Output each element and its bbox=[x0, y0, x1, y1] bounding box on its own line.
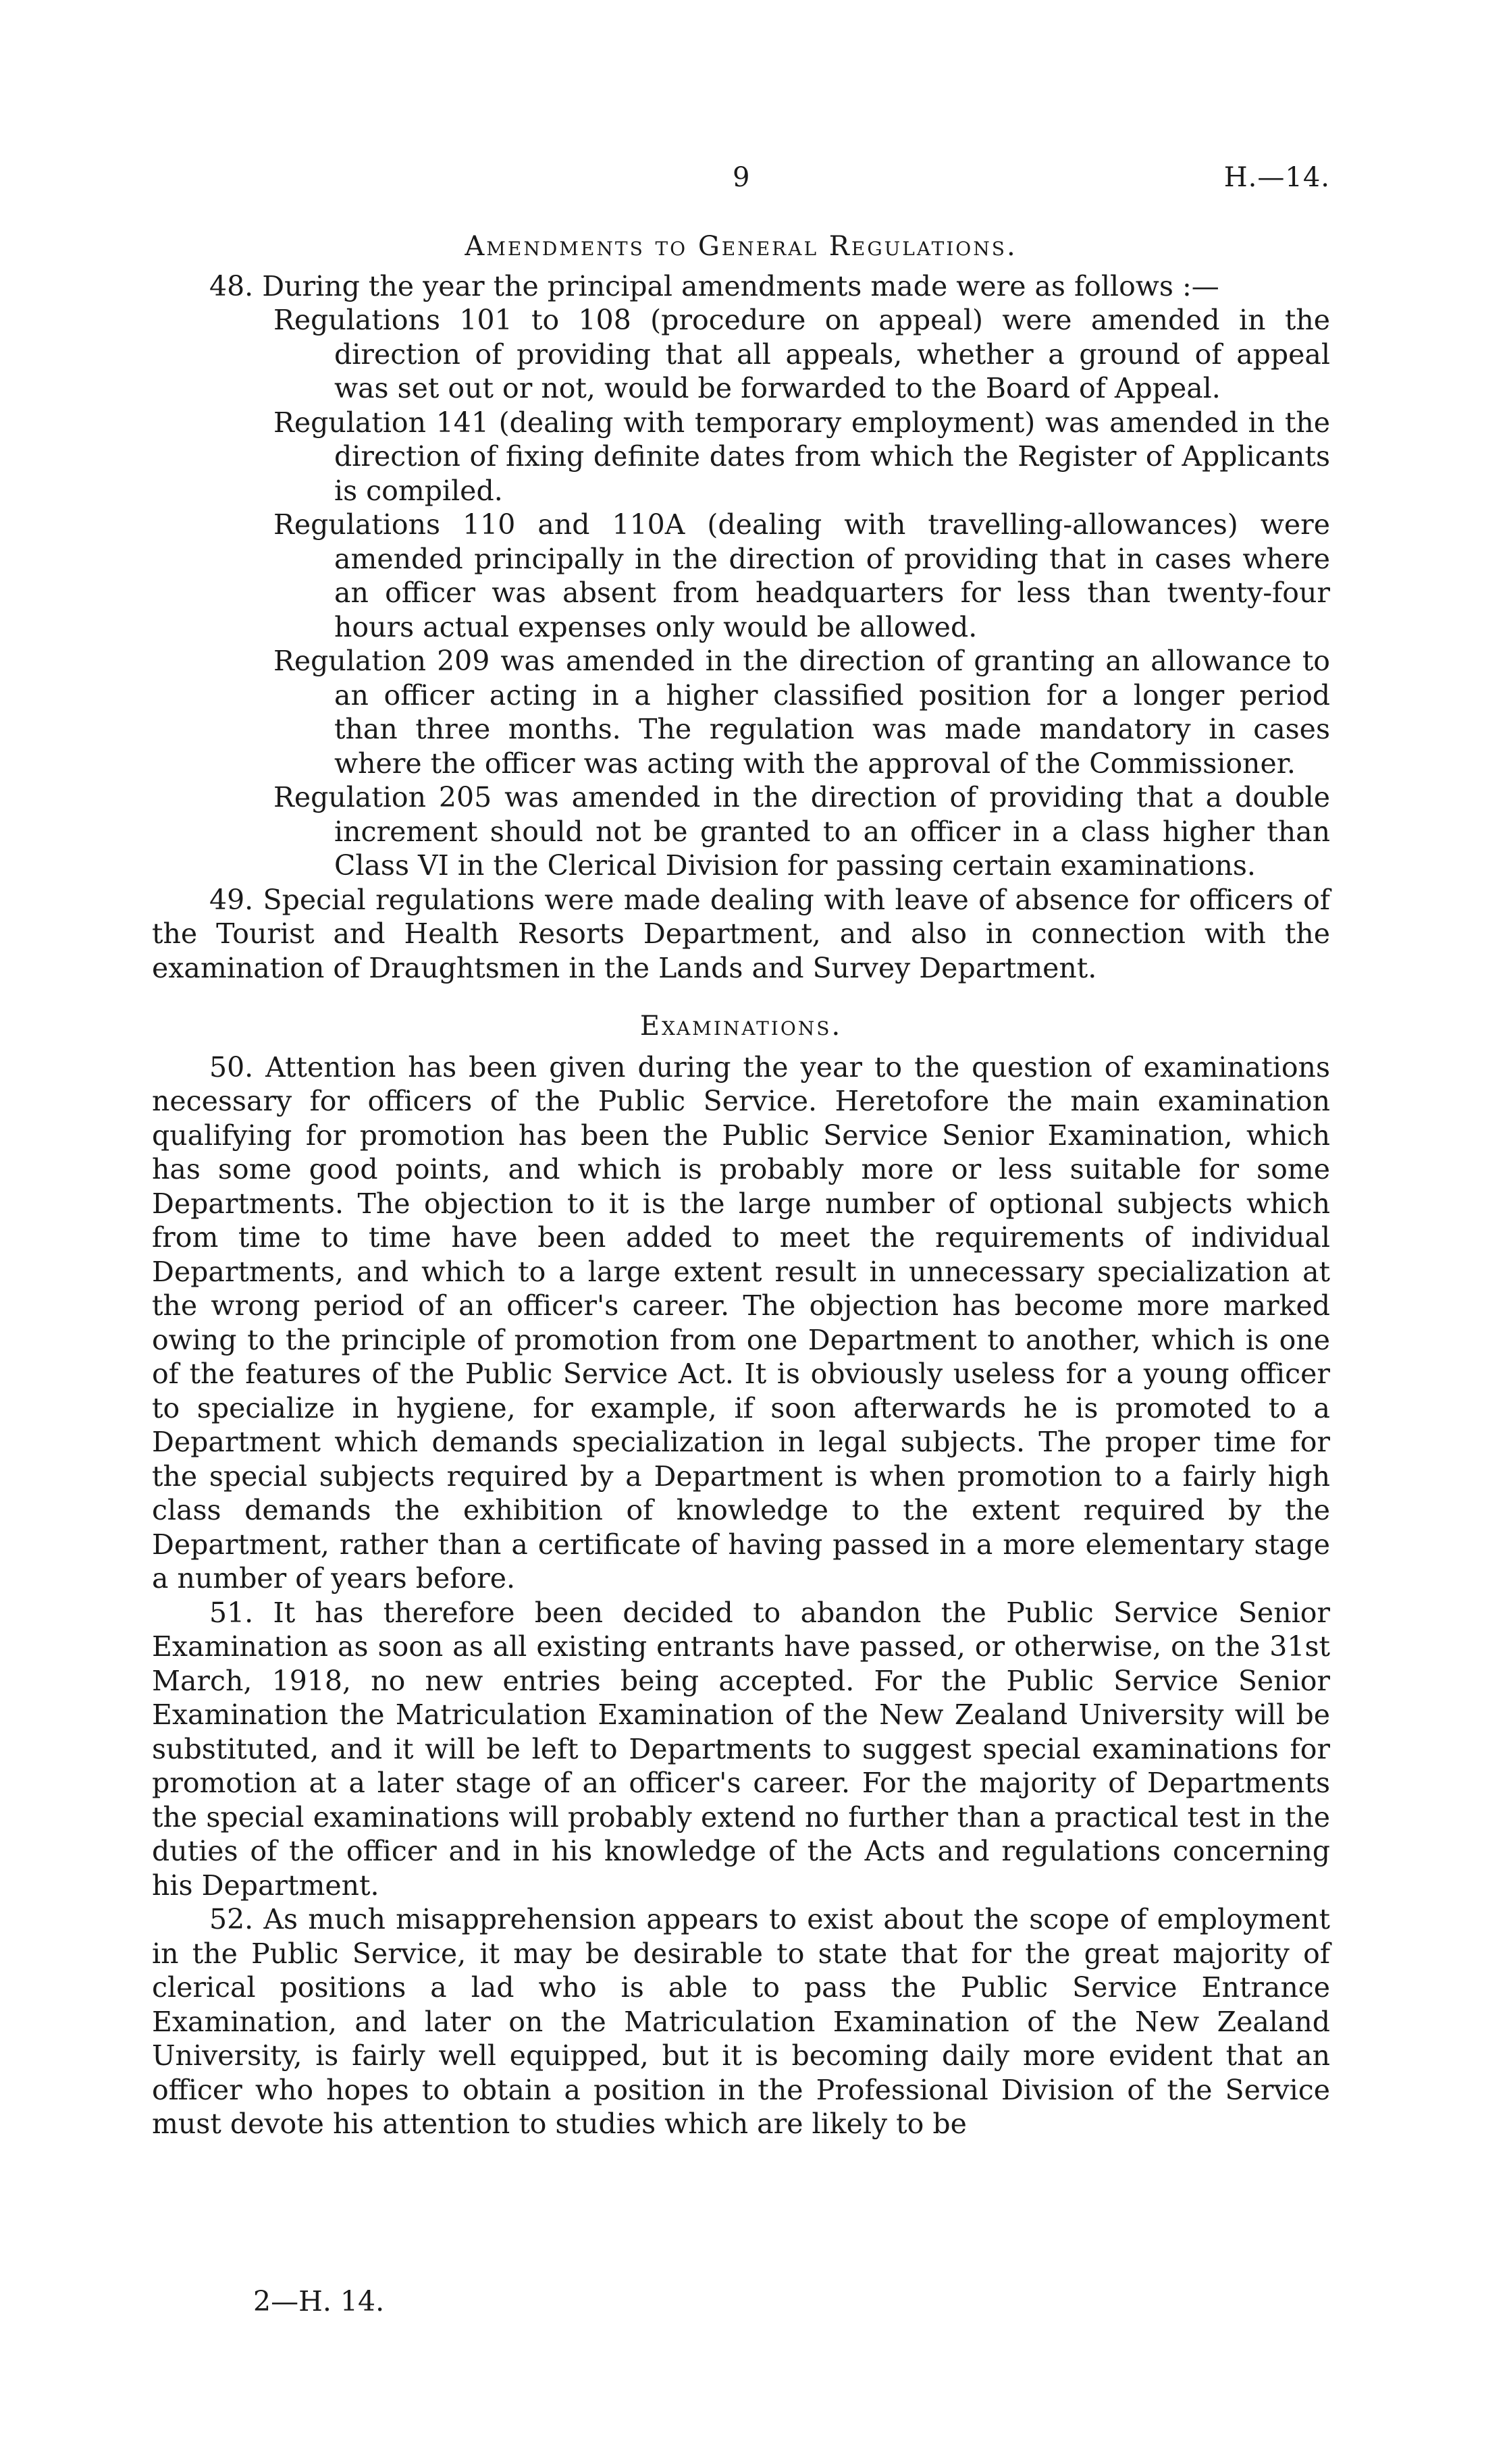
signature-mark: 2—H. 14. bbox=[253, 2285, 385, 2318]
paragraph-51: 51. It has therefore been decided to abandon the Public Service Senior Examination as soon as all existing entrants have passed, or otherwise, on the 31st March, 1918, no new entries being accepted. For the Public Service Senior Examination the Matriculation Examination of the New Zealand University will be substituted, and it will be left to Departments to suggest special examinations for promotion at a later stage of an officer's career. For the majority of Departments the special examinations will probably extend no further than a practical test in the duties of the officer and in his knowledge of the Acts and regulations concerning his Department. bbox=[152, 1596, 1330, 1902]
section-heading-amendments: Amendments to General Regulations. bbox=[465, 231, 1017, 262]
page-header bbox=[152, 162, 1330, 203]
regulation-item: Regulation 141 (dealing with temporary employment) was amended in the direction of fixing definite dates from which the Register of Applicants is compiled. bbox=[273, 406, 1330, 507]
page-body bbox=[152, 230, 1330, 2141]
regulation-item: Regulation 205 was amended in the direction of providing that a double increment should not be granted to an officer in a class higher than Class VI in the Clerical Division for passing certain examinations. bbox=[273, 781, 1330, 882]
paragraph-50: 50. Attention has been given during the year to the question of examinations necessary for officers of the Public Service. Heretofore the main examination qualifying for promotion has been the Public Service Senior Examination, which has some good points, and which is probably more or less suitable for some Departments. The objection to it is the large number of optional subjects which from time to time have been added to meet the requirements of individual Departments, and which to a large extent result in unnecessary specialization at the wrong period of an officer's career. The objection has become more marked owing to the principle of promotion from one Department to another, which is one of the features of the Public Service Act. It is obviously useless for a young officer to specialize in hygiene, for example, if soon afterwards he is promoted to a Department which demands specialization in legal subjects. The proper time for the special subjects required by a Department is when promotion to a fairly high class demands the exhibition of knowledge to the extent required by the Department, rather than a certificate of having passed in a more elementary stage a number of years before. bbox=[152, 1050, 1330, 1595]
document-reference: H.—14. bbox=[1223, 162, 1330, 193]
paragraph-52: 52. As much misapprehension appears to exist about the scope of employment in the Public Service, it may be desirable to state that for the great majority of clerical positions a lad who is able to pass the Public Service Entrance Examination, and later on the Matriculation Examination of the New Zealand University, is fairly well equipped, but it is becoming daily more evident that an officer who hopes to obtain a position in the Professional Division of the Service must devote his attention to studies which are likely to be bbox=[152, 1903, 1330, 2140]
paragraph-48-intro: 48. During the year the principal amendments made were as follows :— bbox=[209, 269, 1219, 302]
regulation-item: Regulations 101 to 108 (procedure on appeal) were amended in the direction of providing that all appeals, whether a ground of appeal was set out or not, would be forwarded to the Board of Appeal. bbox=[273, 304, 1330, 404]
page-number: 9 bbox=[733, 162, 750, 193]
paragraph-49: 49. Special regulations were made dealing with leave of absence for officers of the Tourist and Health Resorts Department, and also in connection with the examination of Draughtsmen in the Lands and Survey Department. bbox=[152, 883, 1330, 984]
document-page bbox=[152, 0, 1330, 2464]
section-heading-examinations: Examinations. bbox=[639, 1011, 843, 1042]
regulation-item: Regulations 110 and 110A (dealing with travelling-allowances) were amended principally in the direction of providing that in cases where an officer was absent from headquarters for less than twenty-four hours actual expenses only would be allowed. bbox=[273, 508, 1330, 643]
regulation-item: Regulation 209 was amended in the direction of granting an allowance to an officer acting in a higher classified position for a longer period than three months. The regulation was made mandatory in cases where the officer was acting with the approval of the Commissioner. bbox=[273, 645, 1330, 780]
